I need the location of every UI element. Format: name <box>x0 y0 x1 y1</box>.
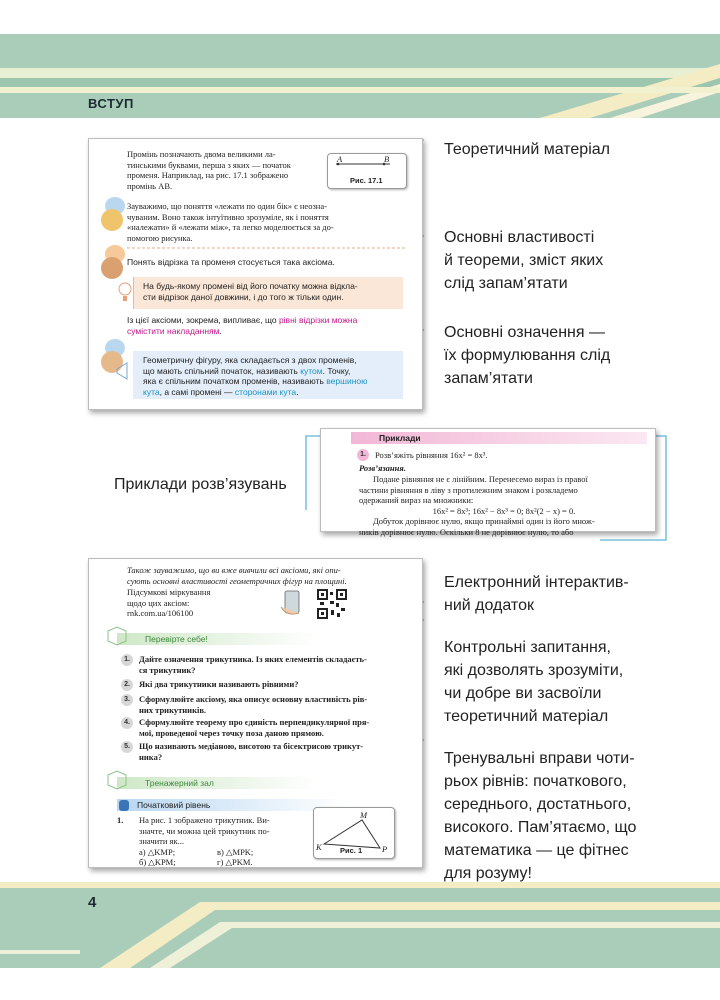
phone-hand-icon <box>277 587 313 619</box>
label-exercises: Тренувальні вправи чоти- рьох рівнів: початкового, середнього, достатнього, високого. Пам’ятаємо, що математика — це фітнес для розуму! <box>444 750 637 882</box>
footer-decoration <box>0 882 720 968</box>
option-a: а) △KMP; <box>139 847 176 857</box>
question-item: Сформулюйте теорему про єдиність перпендикулярної пря- мої, проведеної через точку поза даною прямою. <box>139 717 370 738</box>
label-theory: Теоретичний матеріал <box>444 141 610 158</box>
example-task: Розв’яжіть рівняння 16x² = 8x³. <box>375 450 488 460</box>
weight-icon <box>117 797 131 813</box>
fig-label-m: M <box>360 810 368 820</box>
character-icon <box>101 209 123 231</box>
question-number: 2. <box>121 679 133 691</box>
option-v: в) △MPK; <box>217 847 254 857</box>
fig-label-k: K <box>316 842 322 852</box>
solution-text: Подане рівняння не є лінійним. Перенесемо вираз із правої частини рівняння в ліву з протилежним знаком і розкладемо одержаний вираз на множники: 16x² = 8x³; 16x² − 8x³ = 0; 8x²(2 − x) = 0. Добуток дорівнює нулю, якщо принаймні один із його множ- ників дорівнює нулю. Оскільки 8 не дорівнює нулю, то або <box>359 474 595 537</box>
option-b: б) △KPM; <box>139 857 176 867</box>
question-number: 5. <box>121 741 133 753</box>
axiom-text: На будь-якому промені від його початку можна відкла- сти відрізок даної довжини, і до того ж тільки один. <box>143 281 358 302</box>
question-number: 4. <box>121 717 133 729</box>
exercise-number: 1. <box>117 815 124 825</box>
label-app: Електронний інтерактив- ний додаток <box>444 574 629 614</box>
label-properties: Основні властивості й теореми, зміст яких слід запам’ятати <box>444 229 604 292</box>
level-title: Початковий рівень <box>137 800 211 810</box>
fig-caption: Рис. 17.1 <box>350 176 383 185</box>
question-number: 1. <box>121 654 133 666</box>
megaphone-icon <box>115 357 133 387</box>
question-item: Дайте означення трикутника. Із яких елементів складаєть- ся трикутник? <box>139 654 367 675</box>
examples-title: Приклади <box>379 433 421 443</box>
solution-label: Розв’язання. <box>359 463 406 473</box>
dumbbell-icon <box>105 769 129 791</box>
question-item: Які два трикутники називають рівними? <box>139 679 299 689</box>
question-item: Сформулюйте аксіому, яка описує основну властивість рів- них трикутників. <box>139 694 368 715</box>
axiom-intro: Понять відрізка та променя стосується така аксіома. <box>127 257 335 267</box>
definition-text: Геометричну фігуру, яка складається з двох променів, що мають спільний початок, називають кутом. Точку, яка є спільним початком променів, називають вершиною кута, а самі промені — сторонами кута. <box>143 355 368 397</box>
corollary-text: Із цієї аксіоми, зокрема, випливає, що рівні відрізки можна сумістити накладанням. <box>127 315 358 336</box>
qr-code-icon[interactable] <box>317 589 347 619</box>
label-questions: Контрольні запитання, які дозволять зрозуміти, чи добре ви засвоїли теоретичний матеріал <box>444 639 624 725</box>
ray-text: Промінь позначають двома великими ла- тинськими буквами, перша з яких — початок променя. Наприклад, на рис. 17.1 зображено промінь AB. <box>127 149 291 191</box>
examples-page-sample <box>320 428 656 537</box>
example-number: 1. <box>357 449 369 461</box>
exercises-page-sample <box>88 558 423 868</box>
option-g: г) △PKM. <box>217 857 253 867</box>
label-definitions: Основні означення — їх формулювання слід запам’ятати <box>444 324 611 387</box>
fig-caption: Рис. 1 <box>340 846 363 855</box>
page-number: 4 <box>88 894 97 911</box>
intro-text: Також зауважимо, що ви вже вивчили всі аксіоми, які опи- сують основні властивості геометричних фігур на площині. <box>127 565 347 586</box>
fig-label-b: B <box>384 154 390 164</box>
figure-1 <box>313 807 395 859</box>
summary-link[interactable]: Підсумкові міркування щодо цих аксіом: rnk.com.ua/106100 <box>127 587 211 618</box>
theory-page-sample <box>88 138 423 410</box>
lamp-icon <box>117 279 133 309</box>
label-examples: Приклади розв’язувань <box>114 476 287 493</box>
check-yourself-title: Перевірте себе! <box>145 634 208 644</box>
character-icon <box>101 257 123 279</box>
gym-title: Тренажерний зал <box>145 778 214 788</box>
question-item: Що називають медіаною, висотою та бісектрисою трикут- ника? <box>139 741 364 762</box>
fig-label-p: P <box>382 844 388 854</box>
puzzle-icon <box>105 625 129 647</box>
remark-text: Зауважимо, що поняття «лежати по один бік» є неозна- чуваним. Воно також інтуїтивно зрозуміле, як і поняття «належати» й «лежати між», та легко моделюється за до- помогою рисунка. <box>127 201 334 243</box>
section-title: ВСТУП <box>88 96 134 111</box>
question-number: 3. <box>121 694 133 706</box>
exercise-text: На рис. 1 зображено трикутник. Ви- значте, чи можна цей трикутник по- значити як... <box>139 815 270 846</box>
figure-17-1 <box>327 153 407 189</box>
fig-label-a: A <box>337 154 343 164</box>
